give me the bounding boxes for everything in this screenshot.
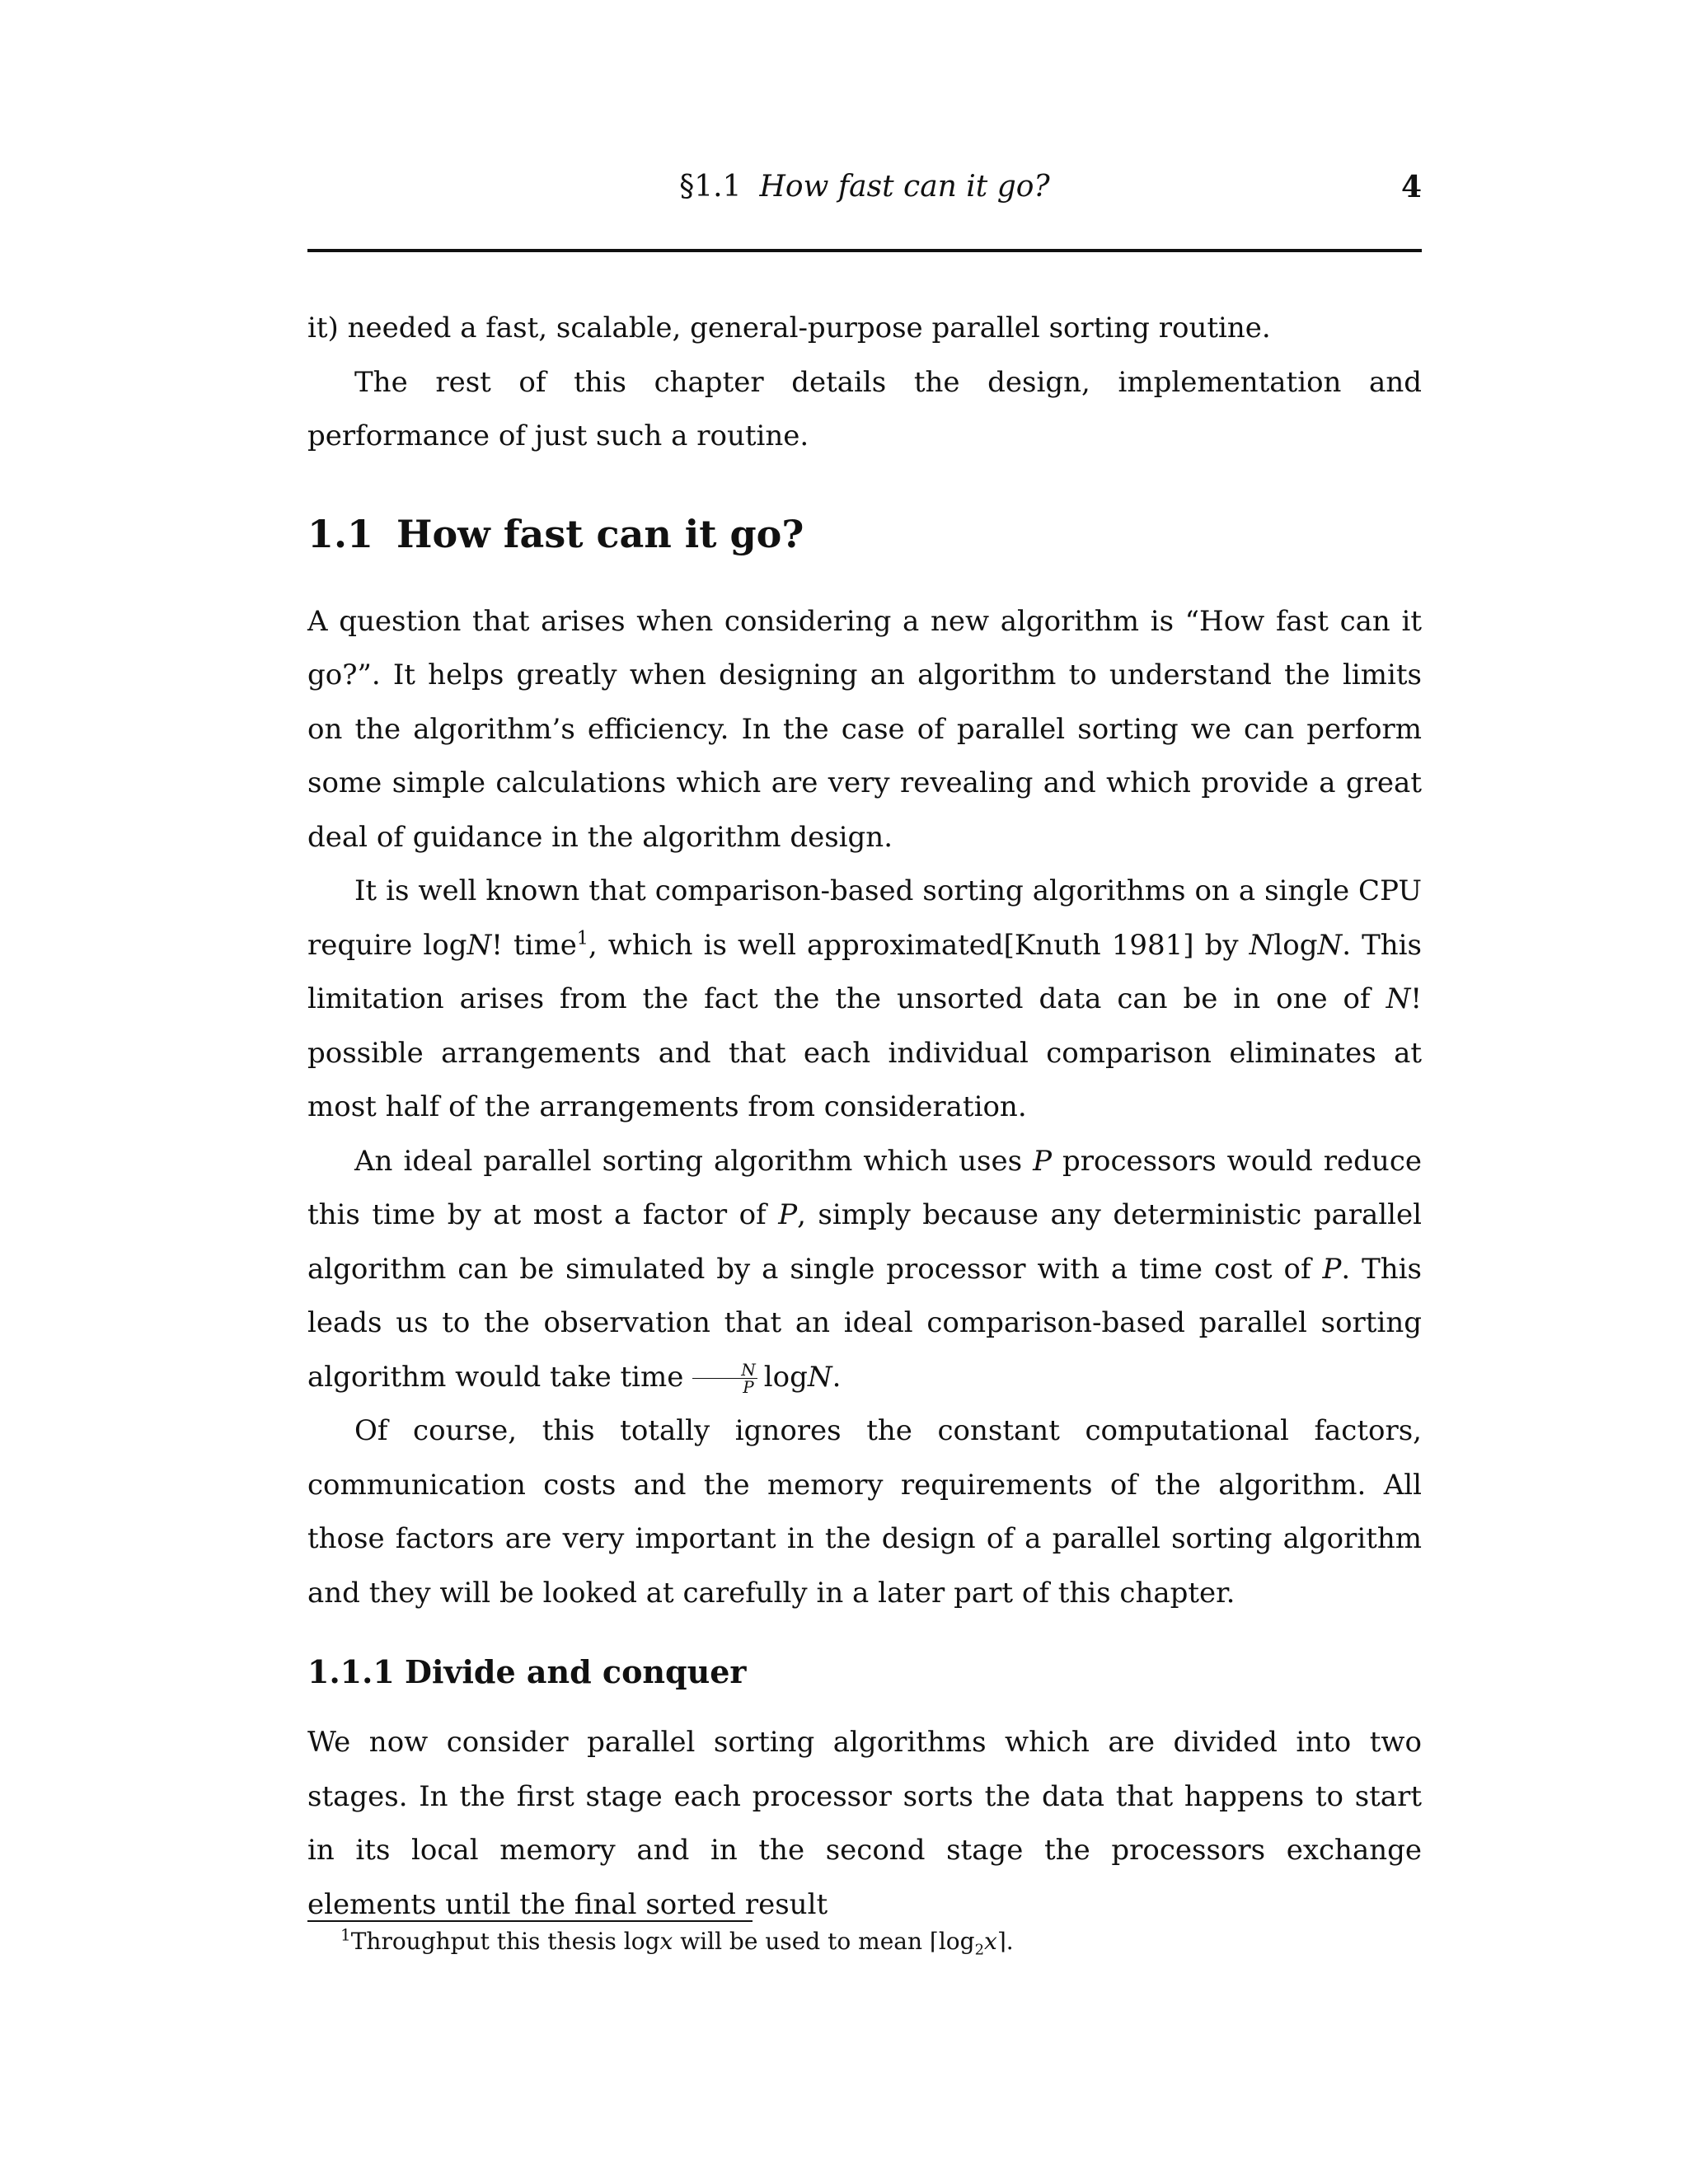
fraction-numerator: N [692,1361,757,1379]
section-paragraph-1: A question that arises when considering a new algorithm is “How fast can it go?”. It helps greatly when designing an algorithm to understand the limits on the algorithm’s efficiency. In the case of parallel sorting we can perform some simple calculations which are very revealing and which provide a great deal of guidance in the algorithm design. [307,604,1422,854]
running-section-number: §1.1 [679,170,742,204]
footnote-log: log [938,1928,975,1955]
footnote-x: x [984,1928,997,1955]
ceiling-left: ⌈ [929,1928,939,1955]
running-section-title: How fast can it go? [759,170,1050,204]
running-head [307,170,1422,219]
subsection-paragraph-1: We now consider parallel sorting algorithms which are divided into two stages. In the first stage each processor sorts the data that happens to start in its local memory and in the second stage the processors exchange elements until the final sorted result [307,1726,1422,1921]
footnote-text-a: Throughput this thesis [350,1928,617,1955]
p2-text-d: . This limitation arises from the fact the the unsorted data can be in one of [307,928,1422,1015]
footnote-marker: 1 [340,1924,351,1945]
p3-text-c: , simply because any deterministic parallel algorithm can be simulated by a single processor with a time cost of [307,1198,1423,1286]
section-heading [307,509,1422,559]
ceiling-right: ⌉ [996,1928,1006,1955]
math-N: N [467,928,492,962]
log-operator: log [423,928,467,962]
footnote [340,1925,1412,1958]
math-N: N [1249,928,1274,962]
p3-text-a: An ideal parallel sorting algorithm which uses [354,1144,1023,1178]
footnote-period: . [1006,1928,1014,1955]
intro-paragraph-1: it) needed a fast, scalable, general-purpose parallel sorting routine. [307,312,1271,344]
intro-paragraph-2: The rest of this chapter details the design, implementation and performance of just such a routine. [307,365,1422,452]
fraction-N-over-P [692,1361,757,1395]
subsection-heading [307,1650,1422,1694]
fraction-denominator: P [743,1377,754,1397]
body-text [307,302,1422,1932]
log-operator: log [763,1360,808,1394]
subsection-number: 1.1.1 [307,1653,395,1690]
footnote-reference[interactable]: 1 [576,928,588,949]
footnote-x: x [659,1928,673,1955]
p2-text-b: ! time [491,928,577,962]
section-title: How fast can it go? [396,511,804,556]
p3-text-e: . [832,1360,842,1394]
p3-text-b: processors would reduce this time by at most a factor of [307,1144,1422,1231]
p2-text-a: It is well known that comparison-based sorting algorithms on a single CPU require [307,874,1422,962]
section-number: 1.1 [307,511,374,556]
subsection-title: Divide and conquer [405,1653,747,1690]
math-P: P [1033,1144,1052,1178]
footnote-subscript: 2 [974,1941,985,1959]
log-operator: log [1273,928,1318,962]
p2-text-c: , which is well approximated[Knuth 1981] by [588,928,1239,962]
footnote-text-b: will be used to mean [680,1928,922,1955]
p2-text-e: ! possible arrangements and that each individual comparison eliminates at most half of the arrangements from consideration. [307,982,1422,1123]
math-N: N [1386,982,1411,1015]
page-number: 4 [1400,170,1422,204]
p3-text-d: . This leads us to the observation that an ideal comparison-based parallel sorting algorithm would take time [307,1252,1423,1394]
running-title [307,170,1422,204]
footnote-rule [307,1920,753,1922]
section-paragraph-3 [307,1135,1422,1405]
section-paragraph-4: Of course, this totally ignores the constant computational factors, communication costs and the memory requirements of the algorithm. All those factors are very important in the design of a parallel sorting algorithm and they will be looked at carefully in a later part of this chapter. [307,1414,1422,1610]
math-P: P [1322,1252,1342,1286]
header-rule [307,249,1422,252]
math-N: N [1317,928,1343,962]
footnote-log: log [623,1928,660,1955]
math-P: P [778,1198,798,1231]
math-N: N [807,1360,832,1394]
section-paragraph-2 [307,865,1422,1135]
